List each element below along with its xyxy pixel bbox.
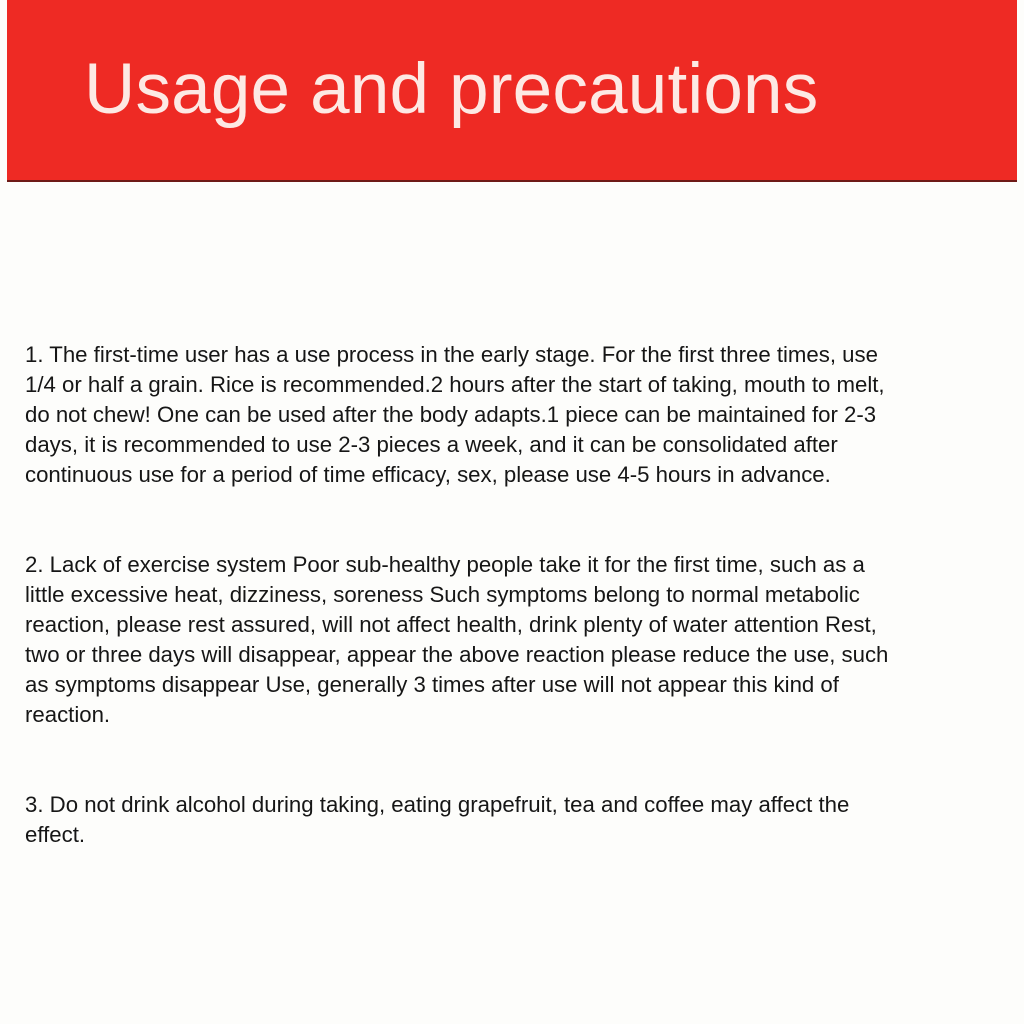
header-banner [7, 0, 1017, 182]
instructions-section [25, 340, 905, 850]
instruction-paragraph-3: 3. Do not drink alcohol during taking, eating grapefruit, tea and coffee may affect the effect. [25, 792, 850, 847]
instruction-paragraph-2: 2. Lack of exercise system Poor sub-healthy people take it for the first time, such as a little excessive heat, dizziness, soreness Such symptoms belong to normal metabolic reaction, please rest assured, will not affect health, drink plenty of water attention Rest, two or three days will disappear, appear the above reaction please reduce the use, such as symptoms disappear Use, generally 3 times after use will not appear this kind of reaction. [25, 552, 889, 727]
page-title: Usage and precautions [84, 50, 819, 129]
instruction-paragraph-1: 1. The first-time user has a use process in the early stage. For the first three times, use 1/4 or half a grain. Rice is recommended.2 hours after the start of taking, mouth to melt, do not chew! One can be used after the body adapts.1 piece can be maintained for 2-3 days, it is recommended to use 2-3 pieces a week, and it can be consolidated after continuous use for a period of time efficacy, sex, please use 4-5 hours in advance. [25, 342, 885, 487]
